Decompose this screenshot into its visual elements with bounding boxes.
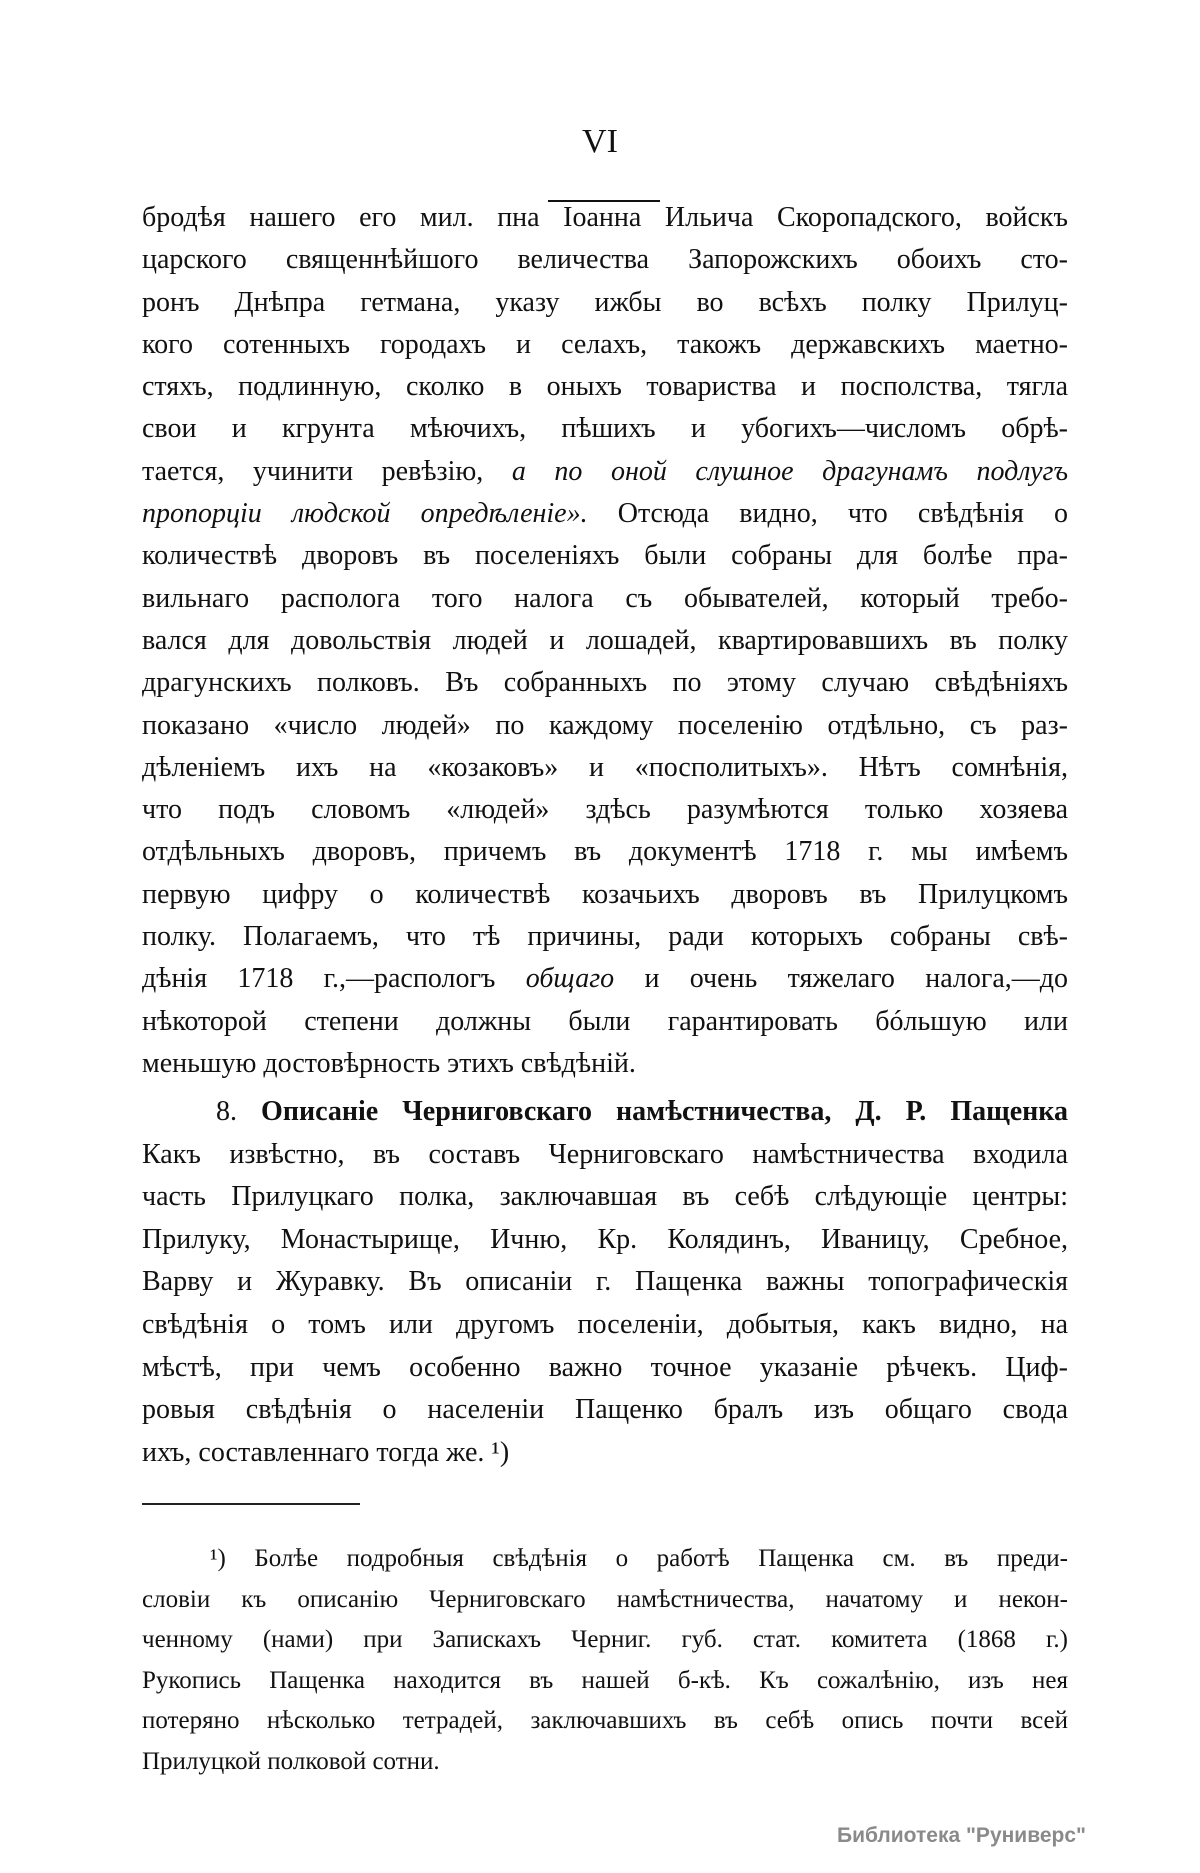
body-line bbox=[142, 239, 1068, 281]
text-segment: количествѣ дворовъ въ поселенiяхъ были собраны для болѣе пра- bbox=[142, 540, 1068, 572]
text-segment: ихъ, составленнаго тогда же. ¹) bbox=[142, 1436, 510, 1468]
text-segment: бродѣя нашего его мил. пна Iоанна Ильича Скоропадского, войскъ bbox=[142, 202, 1068, 233]
section-line bbox=[142, 1176, 1068, 1219]
section-line bbox=[142, 1219, 1068, 1262]
body-line bbox=[142, 408, 1068, 450]
footnote-separator bbox=[142, 1503, 360, 1505]
text-segment: потеряно нѣсколько тетрадей, заключавшихъ въ себѣ опись почти всей bbox=[142, 1707, 1068, 1735]
text-segment: ченному (нами) при Запискахъ Черниг. губ. стат. комитета (1868 г.) bbox=[142, 1626, 1068, 1654]
text-segment: отдѣльныхъ дворовъ, причемъ въ документѣ 1718 г. мы имѣемъ bbox=[142, 836, 1068, 868]
italic-text: общаго bbox=[525, 963, 615, 995]
text-segment: кого сотенныхъ городахъ и селахъ, такожъ державскихъ маетно- bbox=[142, 328, 1068, 360]
text-segment: ровыя свѣдѣнiя о населенiи Пащенко бралъ изъ общаго свода bbox=[142, 1394, 1068, 1426]
section-line bbox=[142, 1432, 1068, 1475]
text-segment: Какъ извѣстно, въ составъ Черниговскаго намѣстничества входила bbox=[142, 1138, 1068, 1170]
text-segment: Отсюда видно, что свѣдѣнiя о bbox=[587, 498, 1068, 530]
text-segment: вильнаго распологa того налога съ обывателей, который требо- bbox=[142, 582, 1068, 614]
body-text bbox=[142, 197, 1068, 1085]
footnote-line bbox=[142, 1701, 1068, 1742]
italic-text: пропорцiи людской опредѣленiе». bbox=[142, 498, 588, 530]
body-line bbox=[142, 1043, 1068, 1085]
body-line bbox=[142, 620, 1068, 662]
text-segment: дѣнiя 1718 г.,—распологъ bbox=[142, 963, 526, 995]
text-segment: драгунскихъ полковъ. Въ собранныхъ по этому случаю свѣдѣнiяхъ bbox=[142, 667, 1068, 699]
italic-text: а по оной слушное драгунамъ подлугъ bbox=[511, 455, 1069, 487]
section-line bbox=[142, 1091, 1068, 1134]
footnote-line bbox=[142, 1742, 1068, 1783]
text-segment: что подъ словомъ «людей» здѣсь разумѣются только хозяева bbox=[142, 794, 1068, 826]
section-line bbox=[142, 1389, 1068, 1432]
body-line bbox=[142, 366, 1068, 408]
text-segment: свои и кгрунта мѣючихъ, пѣшихъ и убогихъ—числомъ обрѣ- bbox=[142, 413, 1068, 445]
body-line bbox=[142, 324, 1068, 366]
text-segment: и очень тяжелаго налога,—до bbox=[614, 963, 1068, 995]
body-line bbox=[142, 747, 1068, 789]
page-number: VI bbox=[582, 123, 618, 160]
text-segment: Рукопись Пащенка находится въ нашей б-кѣ. Къ сожалѣнiю, изъ нея bbox=[142, 1666, 1068, 1694]
text-segment: меньшую достовѣрность этихъ свѣдѣнiй. bbox=[142, 1047, 636, 1079]
text-segment: полку. Полагаемъ, что тѣ причины, ради которыхъ собраны свѣ- bbox=[142, 921, 1068, 953]
section-line bbox=[142, 1134, 1068, 1177]
text-segment: дѣленiемъ ихъ на «козаковъ» и «посполитыхъ». Нѣтъ сомнѣнiя, bbox=[142, 751, 1068, 783]
body-line bbox=[142, 493, 1068, 535]
text-segment: свѣдѣнiя о томъ или другомъ поселенiи, добытыя, какъ видно, на bbox=[142, 1308, 1068, 1340]
footnote-line bbox=[142, 1620, 1068, 1661]
section-line bbox=[142, 1304, 1068, 1347]
section-line bbox=[142, 1347, 1068, 1390]
text-segment: ронъ Днѣпра гетмана, указу ижбы во всѣхъ полку Прилуц- bbox=[142, 286, 1068, 318]
text-segment: 8. bbox=[216, 1096, 262, 1127]
text-segment: стяхъ, подлинную, сколко в оныхъ товариства и посполства, тягла bbox=[142, 371, 1068, 403]
text-segment: первую цифру о количествѣ козачьихъ дворовъ въ Прилуцкомъ bbox=[142, 878, 1068, 910]
footnote-line bbox=[142, 1580, 1068, 1621]
text-segment: царского священнѣйшого величества Запорожскихъ обоихъ сто- bbox=[142, 244, 1068, 276]
body-line bbox=[142, 958, 1068, 1000]
body-line bbox=[142, 535, 1068, 577]
text-segment: Прилуку, Монастырище, Ичню, Кр. Колядинъ, Иваницу, Сребное, bbox=[142, 1223, 1068, 1255]
text-segment: мѣстѣ, при чемъ особенно важно точное указанiе рѣчекъ. Циф- bbox=[142, 1351, 1068, 1383]
body-line bbox=[142, 705, 1068, 747]
text-segment: показано «число людей» по каждому поселенiю отдѣльно, съ раз- bbox=[142, 709, 1068, 741]
body-line bbox=[142, 282, 1068, 324]
body-line bbox=[142, 1001, 1068, 1043]
library-watermark: Библиотека "Руниверс" bbox=[836, 1824, 1086, 1847]
text-segment: ¹) Болѣе подробныя свѣдѣнiя о работѣ Пащенка см. въ преди- bbox=[210, 1545, 1068, 1572]
text-segment: часть Прилуцкаго полка, заключавшая въ себѣ слѣдующiе центры: bbox=[142, 1181, 1068, 1213]
body-line bbox=[142, 662, 1068, 704]
body-line bbox=[142, 789, 1068, 831]
section-8 bbox=[142, 1091, 1068, 1474]
section-heading: Описанiе Черниговскаго намѣстничества, Д. Р. Пащенка bbox=[261, 1096, 1069, 1127]
body-line bbox=[142, 197, 1068, 239]
body-line bbox=[142, 874, 1068, 916]
text-segment: Прилуцкой полковой сотни. bbox=[142, 1747, 440, 1775]
footnote-line bbox=[142, 1661, 1068, 1702]
text-segment: тается, учинити ревѣзiю, bbox=[142, 455, 512, 487]
body-line bbox=[142, 578, 1068, 620]
body-line bbox=[142, 451, 1068, 493]
text-segment: нѣкоторой степени должны были гарантировать бóльшую или bbox=[142, 1005, 1068, 1037]
footnote bbox=[142, 1539, 1068, 1783]
body-line bbox=[142, 916, 1068, 958]
text-segment: Варву и Журавку. Въ описанiи г. Пащенка важны топографическiя bbox=[142, 1266, 1068, 1298]
section-line bbox=[142, 1261, 1068, 1304]
body-line bbox=[142, 831, 1068, 873]
text-segment: вался для довольствiя людей и лошадей, квартировавшихъ въ полку bbox=[142, 624, 1068, 656]
text-segment: словiи къ описанiю Черниговскаго намѣстничества, начатому и некон- bbox=[142, 1585, 1068, 1613]
footnote-line bbox=[142, 1539, 1068, 1580]
